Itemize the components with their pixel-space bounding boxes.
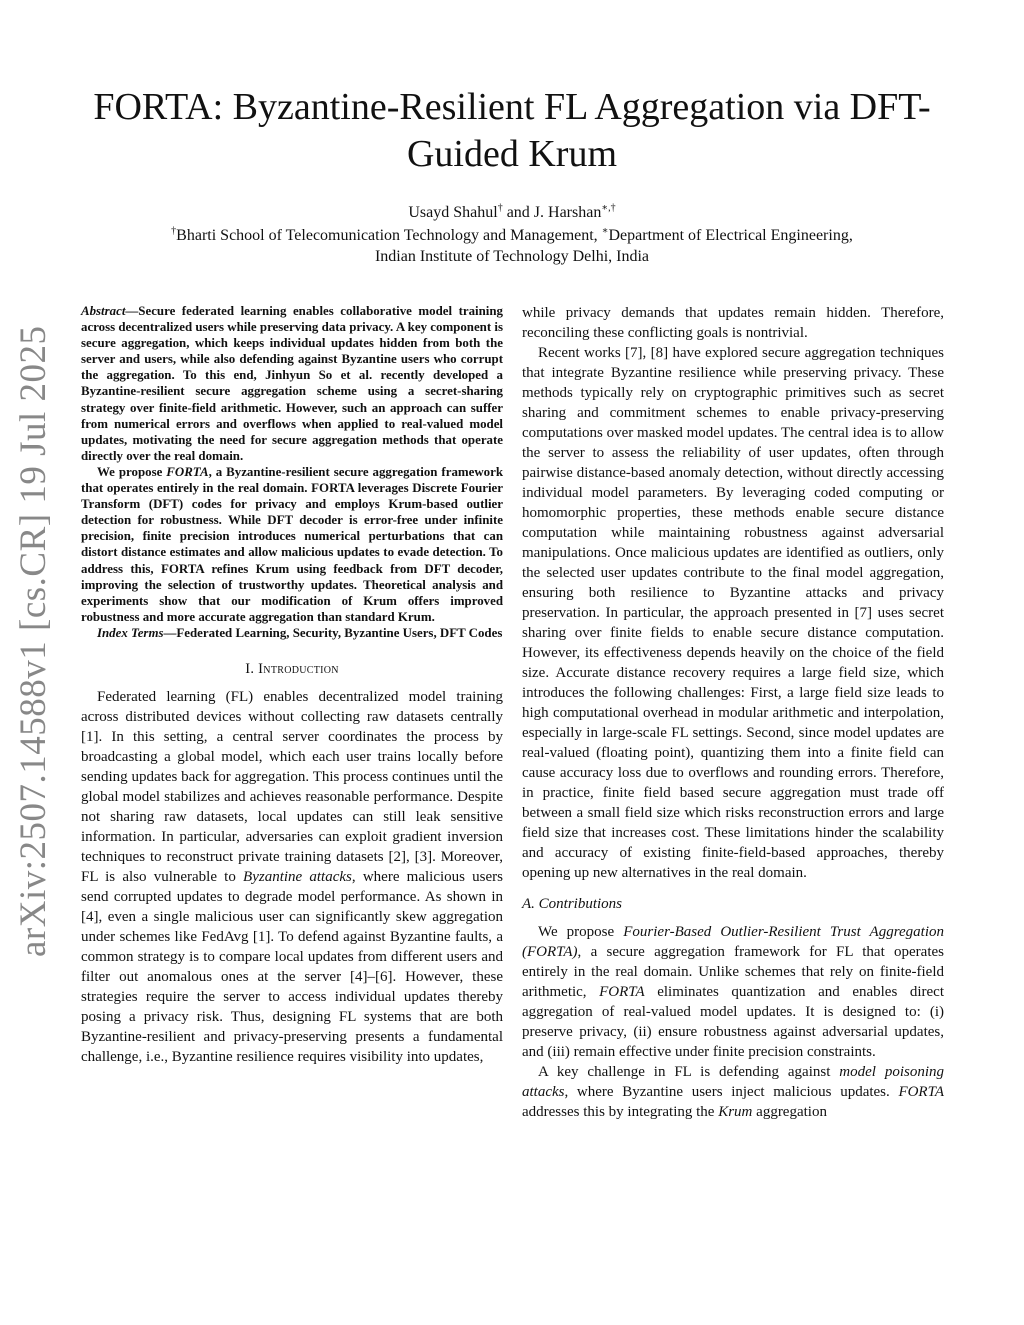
abstract-paragraph	[81, 303, 503, 464]
body-text: We propose	[538, 924, 624, 940]
abstract-emphasis: FORTA	[166, 464, 209, 479]
body-emphasis: Byzantine attacks	[243, 868, 352, 885]
author-line	[80, 202, 944, 223]
author-name: Usayd Shahul	[408, 204, 498, 221]
author-separator: and	[502, 204, 534, 221]
index-terms-label: Index Terms	[97, 625, 164, 640]
affiliation-mark: ∗,†	[601, 202, 616, 214]
body-text: A key challenge in FL is defending against	[538, 1064, 840, 1080]
abstract-text: —Secure federated learning enables collaborative model training across decentralized users while preserving data privacy. A key component is secure aggregation, which keeps individual updates hidden from both the server and users, while also defending against Byzantine users who corrupt the aggregation. To this end, Jinhyun So et al. recently developed a Byzantine-resilient secure aggregation scheme using a secret-sharing strategy over finite-field arithmetic. However, such an approach can suffer from numerical errors and overflows when applied to real-valued model updates, motivating the need for secure aggregation methods that operate directly over the real domain.	[81, 304, 503, 463]
index-terms	[81, 625, 503, 641]
abstract-text: , a Byzantine-resilient secure aggregation framework that operates entirely in the real domain. FORTA leverages Discrete Fourier Transform (DFT) codes for privacy and employs Krum-based outlier detection for robustness. While DFT decoder is error-free under infinite precision, finite precision introduces numerical perturbations that can distort distance estimates and allow malicious updates to evade detection. To address this, FORTA refines Krum using feedback from DFT decoder, improving the selection of trustworthy updates. Theoretical analysis and experiments show that our modification of Krum offers improved robustness and more accurate aggregation than standard Krum.	[81, 464, 503, 624]
affiliation-mark: †	[497, 202, 503, 214]
body-emphasis: FORTA	[898, 1084, 944, 1100]
affiliations	[80, 225, 944, 267]
body-emphasis: FORTA	[599, 984, 645, 1000]
body-paragraph: while privacy demands that updates remain hidden. Therefore, reconciling these conflicting goals is nontrivial.	[522, 305, 944, 341]
affiliation-mark: †	[171, 225, 177, 237]
body-text: , where Byzantine users inject malicious updates.	[564, 1084, 899, 1100]
body-paragraph	[81, 687, 503, 1067]
body-paragraph	[522, 922, 944, 1062]
section-heading: I. Introduction	[245, 660, 339, 677]
affiliation-text: Bharti School of Telecomunication Technology and Management,	[176, 227, 602, 244]
arxiv-identifier: arXiv:2507.14588v1 [cs.CR] 19 Jul 2025	[13, 325, 54, 957]
right-column	[522, 303, 944, 1122]
left-column	[81, 303, 503, 1067]
author-name: J. Harshan	[533, 204, 602, 221]
body-text: addresses this by integrating the	[522, 1104, 719, 1120]
abstract-paragraph	[81, 464, 503, 625]
abstract-text: We propose	[97, 464, 167, 479]
body-paragraph	[522, 1062, 944, 1122]
body-text: , where malicious users send corrupted updates to degrade model performance. As shown in [4], even a single malicious user can significantly skew aggregation under schemes like FedAvg [1]. To defend against Byzantine faults, a common strategy is to compare local updates from different users and filter out anomalous ones at the server [4]–[6]. However, these strategies require the server to access individual updates thereby posing a privacy risk. Thus, designing FL systems that are both Byzantine-resilient and privacy-preserving presents a fundamental challenge, i.e., Byzantine resilience requires visibility into updates,	[81, 868, 504, 1065]
body-text: eliminates quantization and enables direct aggregation of real-valued model updates. It is designed to: (i) preserve privacy, (ii) ensure robustness against adversarial updates, and (iii) remain effective under finite precision constraints.	[522, 984, 944, 1060]
paper-title: FORTA: Byzantine-Resilient FL Aggregation via DFT-Guided Krum	[93, 86, 931, 175]
body-text: , a secure aggregation framework for FL that operates entirely in the real domain. Unlike schemes that rely on finite-field arithmetic,	[522, 944, 944, 1000]
affiliation-text: Indian Institute of Technology Delhi, India	[374, 248, 650, 265]
affiliation-mark: ∗	[601, 225, 609, 237]
subsection-heading: A. Contributions	[522, 896, 623, 912]
body-emphasis: model poisoning attacks	[522, 1064, 944, 1100]
body-emphasis: Fourier-Based Outlier-Resilient Trust Aggregation (FORTA)	[522, 924, 944, 960]
body-emphasis: Krum	[718, 1104, 753, 1120]
body-paragraph: Recent works [7], [8] have explored secure aggregation techniques that integrate Byzantine resilience while preserving privacy. These methods typically rely on cryptographic primitives such as secret sharing and commitment schemes to enable privacy-preserving computations over masked model updates. The central idea is to allow the server to assess the reliability of user updates, often through pairwise distance-based anomaly detection, without directly accessing individual model parameters. By leveraging coded computing or homomorphic properties, these methods enable secure distance computation while maintaining robustness against adversarial manipulations. Once malicious updates are identified as outliers, only the selected user updates contribute to the final model aggregation, ensuring both resilience to Byzantine attacks and privacy preservation. In particular, the approach presented in [7] uses secret sharing over finite fields to enable secure distance computation. However, its effectiveness depends heavily on the choice of the field size. Accurate distance recovery requires a large field size, which introduces the following challenges: First, a large field size leads to high computational overhead in modular arithmetic and interpolation, especially in large-scale FL settings. Second, since model updates are real-valued (floating point), quantizing them into a finite field can cause accuracy loss due to overflows and rounding errors. Therefore, in practice, finite field based secure aggregation must trade off between a small field size which risks reconstruction errors and large field size that increases cost. These limitations hinder the scalability and accuracy of existing finite-field-based approaches, thereby opening up new alternatives in the real domain.	[522, 345, 944, 881]
abstract-label: Abstract	[81, 304, 126, 318]
affiliation-text: Department of Electrical Engineering,	[608, 227, 853, 244]
body-text: aggregation	[752, 1104, 827, 1120]
body-text: Federated learning (FL) enables decentralized model training across distributed devices without collecting raw datasets centrally [1]. In this setting, a central server coordinates the process by broadcasting a global model, which each user trains locally before sending updates back for aggregation. This process continues until the global model stabilizes and achieves reasonable performance. Despite not sharing raw datasets, local updates can still leak sensitive information. In particular, adversaries can exploit gradient inversion techniques to reconstruct private training datasets [2], [3]. Moreover, FL is also vulnerable to	[81, 688, 503, 885]
index-terms-text: —Federated Learning, Security, Byzantine Users, DFT Codes	[163, 625, 503, 640]
